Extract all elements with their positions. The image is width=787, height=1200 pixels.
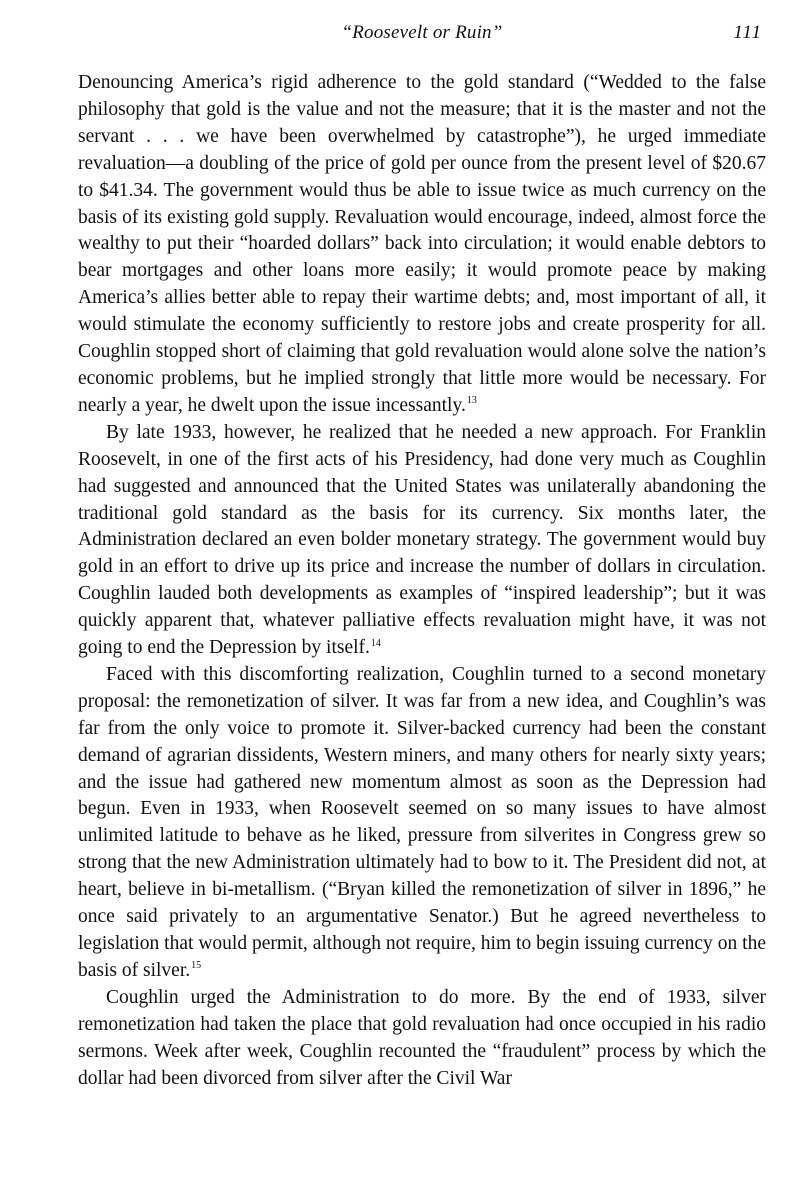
running-title: “Roosevelt or Ruin” [341,22,503,43]
body-text [78,70,766,1092]
footnote-marker-15[interactable]: 15 [191,960,202,972]
paragraph-4 [78,985,766,1093]
footnote-marker-14[interactable]: 14 [370,637,381,649]
paragraph-4-text: Coughlin urged the Administration to do more. By the end of 1933, silver remonetization had taken the place that gold revaluation had once occupied in his radio sermons. Week after week, Coughlin recounted the “fraudulent” process by which the dollar had been divorced from silver after the Civil War [78,986,766,1089]
paragraph-1-text: Denouncing America’s rigid adherence to the gold standard (“Wedded to the false philosophy that gold is the value and not the measure; that it is the master and not the servant . . . we have been overwhelmed by catastrophe”), he urged immediate revaluation—a doubling of the price of gold per ounce from the present level of $20.67 to $41.34. The government would thus be able to issue twice as much currency on the basis of its existing gold supply. Revaluation would encourage, indeed, almost force the wealthy to put their “hoarded dollars” back into circulation; it would enable debtors to bear mortgages and other loans more easily; it would promote peace by making America’s allies better able to repay their wartime debts; and, most important of all, it would stimulate the economy sufficiently to restore jobs and create prosperity for all. Coughlin stopped short of claiming that gold revaluation would alone solve the nation’s economic problems, but he implied strongly that little more would be necessary. For nearly a year, he dwelt upon the issue incessantly. [78,72,766,416]
page-number: 111 [733,22,762,43]
running-header [78,22,766,52]
paragraph-1 [78,70,766,420]
paragraph-2 [78,420,766,662]
paragraph-2-text: By late 1933, however, he realized that he needed a new approach. For Franklin Roosevelt, in one of the first acts of his Presidency, had done very much as Coughlin had suggested and announced that the United States was unilaterally abandoning the traditional gold standard as the basis for its currency. Six months later, the Administration declared an even bolder monetary strategy. The government would buy gold in an effort to drive up its price and increase the number of dollars in circulation. Coughlin lauded both developments as examples of “inspired leadership”; but it was quickly apparent that, whatever palliative effects revaluation might have, it was not going to end the Depression by itself. [78,421,766,659]
book-page [78,22,766,1092]
paragraph-3 [78,662,766,985]
paragraph-3-text: Faced with this discomforting realization, Coughlin turned to a second monetary proposal: the remonetization of silver. It was far from a new idea, and Coughlin’s was far from the only voice to promote it. Silver-backed currency had been the constant demand of agrarian dissidents, Western miners, and many others for nearly sixty years; and the issue had gathered new momentum almost as soon as the Depression had begun. Even in 1933, when Roosevelt seemed on so many issues to have almost unlimited latitude to behave as he liked, pressure from silverites in Congress grew so strong that the new Administration ultimately had to bow to it. The President did not, at heart, believe in bi-metallism. (“Bryan killed the remonetization of silver in 1896,” he once said privately to an argumentative Senator.) But he agreed nevertheless to legislation that would permit, although not require, him to begin issuing currency on the basis of silver. [78,663,766,981]
footnote-marker-13[interactable]: 13 [466,395,477,407]
